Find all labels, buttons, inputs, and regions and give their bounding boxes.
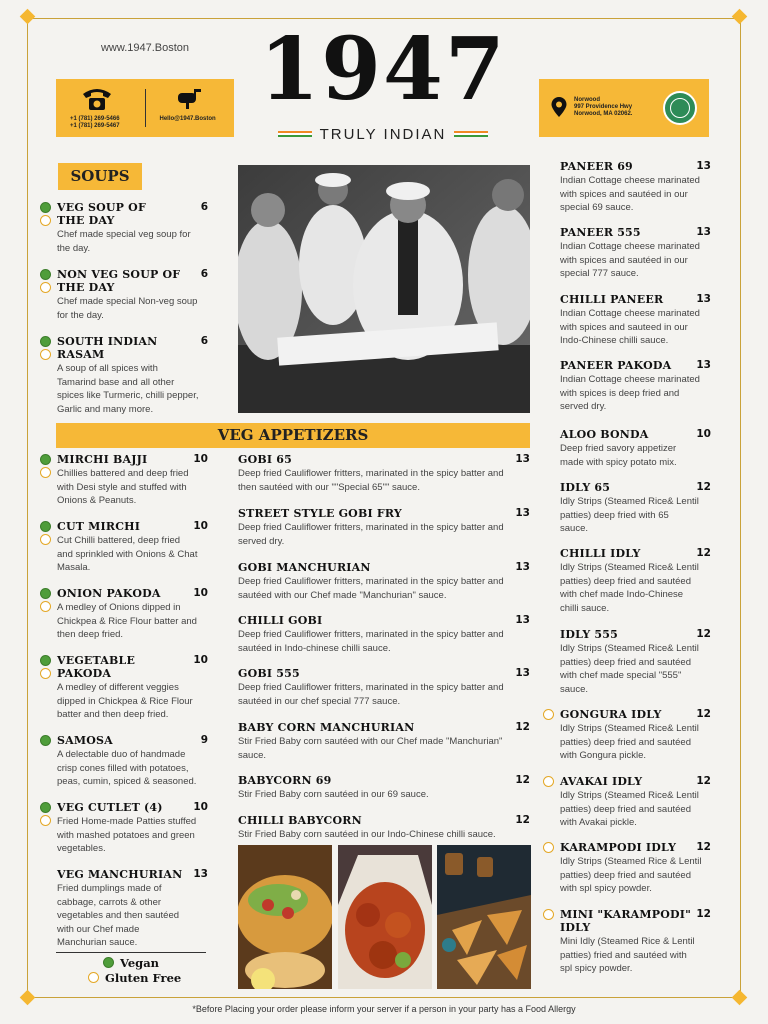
menu-item	[238, 507, 530, 548]
description-line: then sautéed with our ""Special 65"" sauce.	[238, 481, 420, 493]
menu-item	[57, 520, 208, 575]
description-line: special 777 sauce.	[560, 268, 639, 279]
gluten-free-icon	[40, 282, 51, 293]
item-price: 12	[696, 841, 711, 853]
item-description	[57, 748, 208, 789]
menu-item	[560, 708, 711, 763]
item-name: IDLY 65	[560, 481, 611, 494]
gluten-free-icon	[40, 534, 51, 545]
item-price: 12	[696, 708, 711, 720]
description-line: sautéed in our chef special 777 sauce.	[238, 695, 401, 707]
menu-item	[57, 268, 208, 322]
item-name: VEG MANCHURIAN	[57, 868, 183, 881]
description-line: with spices and sautéed in our	[560, 188, 688, 200]
item-price: 13	[696, 359, 711, 371]
address-line-2: Norwood, MA 02062.	[574, 111, 633, 117]
item-name: AVAKAI IDLY	[560, 775, 643, 788]
item-name: STREET STYLE GOBI FRY	[238, 507, 402, 520]
item-name: ONION PAKODA	[57, 587, 161, 600]
menu-item	[238, 721, 530, 762]
description-line: with spices is deep fried and	[560, 387, 680, 399]
mailbox-icon	[176, 87, 202, 109]
tagline	[270, 124, 496, 144]
tricolor-left-icon	[278, 131, 312, 137]
item-price: 13	[515, 453, 530, 465]
item-description	[238, 467, 530, 494]
menu-item	[57, 801, 208, 856]
item-description	[560, 855, 711, 896]
description-line: with chef made Indo-Chinese	[560, 589, 684, 600]
legend-divider	[56, 952, 206, 953]
gluten-free-icon	[40, 601, 51, 612]
menu-item	[560, 359, 711, 414]
menu-item	[57, 201, 208, 255]
description-line: Stir Fried Baby corn sautéed in our 69 sauce.	[238, 789, 429, 800]
dietary-tags	[40, 454, 54, 480]
item-price: 12	[696, 908, 711, 920]
description-line: served dry.	[238, 535, 285, 547]
item-price: 13	[515, 507, 530, 519]
gluten-free-icon	[40, 349, 51, 360]
gluten-free-icon	[40, 668, 51, 679]
dietary-tags	[40, 655, 54, 681]
menu-item	[560, 908, 711, 976]
dietary-tags	[543, 842, 557, 855]
dietary-tags	[40, 521, 54, 547]
food-photo-2	[338, 845, 432, 989]
description-line: patties) deep fried and sautéed	[560, 656, 691, 668]
item-description	[57, 295, 208, 322]
description-line: sauce.	[560, 683, 588, 695]
email-address[interactable]: Hello@1947.Boston	[159, 116, 216, 122]
item-description	[57, 467, 208, 508]
item-description	[57, 228, 208, 255]
tagline-text: TRULY INDIAN	[319, 125, 447, 143]
gluten-free-icon	[40, 815, 51, 826]
description-line: Manchurian sauce.	[57, 937, 138, 948]
gluten-free-icon	[543, 776, 554, 787]
description-line: Indo-Chinese chilli sauce.	[560, 335, 669, 346]
telephone-icon	[80, 85, 114, 111]
gluten-free-icon	[543, 709, 554, 720]
description-line: Deep fried Cauliflower fritters, marinated in the spicy batter and	[238, 468, 504, 479]
description-line: dipped in Chickpea & Rice Flour	[57, 695, 193, 707]
menu-item	[238, 814, 530, 842]
description-line: Fried dumplings made of	[57, 883, 162, 894]
item-name: CHILLI PANEER	[560, 293, 664, 306]
item-name: PANEER 69	[560, 160, 633, 173]
description-line: Indian Cottage cheese marinated	[560, 241, 700, 252]
item-name: IDLY 555	[560, 628, 618, 641]
address-line-1: 997 Providence Hwy	[574, 104, 633, 110]
item-name: BABYCORN 69	[238, 774, 332, 787]
vegan-leaf-icon	[40, 735, 51, 746]
location-name: Norwood	[574, 97, 600, 103]
phone-number-1[interactable]: +1 (781) 269-5466	[70, 116, 120, 122]
item-name: GOBI MANCHURIAN	[238, 561, 371, 574]
description-line: Idly Strips (Steamed Rice& Lentil	[560, 723, 699, 734]
menu-item	[560, 547, 711, 615]
item-description	[57, 362, 208, 416]
item-price: 6	[200, 201, 208, 213]
vegan-leaf-icon	[40, 521, 51, 532]
description-line: with chef made special "555"	[560, 670, 682, 681]
description-line: Mini Idly (Steamed Rice & Lentil	[560, 936, 695, 947]
item-name: SAMOSA	[57, 734, 113, 747]
item-price: 10	[193, 654, 208, 666]
description-line: special 69 sauce.	[560, 202, 634, 213]
description-line: sautéed with our Chef made "Manchurian" sauce.	[238, 589, 447, 601]
food-photo-1	[238, 845, 332, 989]
description-line: with Gongura pickle.	[560, 750, 647, 761]
gluten-free-icon	[88, 972, 99, 983]
menu-item	[57, 587, 208, 642]
menu-item	[560, 841, 711, 896]
dietary-tags	[40, 336, 54, 362]
description-line: peas, cumin, spiced & seasoned.	[57, 776, 197, 787]
description-line: with Avakai pickle.	[560, 817, 637, 828]
item-price: 12	[696, 547, 711, 559]
menu-item	[560, 428, 711, 469]
location-box	[539, 79, 709, 137]
description-line: Stir Fried Baby corn sautéed with our Chef made "Manchurian"	[238, 736, 503, 747]
item-name: CHILLI BABYCORN	[238, 814, 362, 827]
item-price: 13	[515, 614, 530, 626]
dietary-tags	[40, 269, 54, 295]
item-description	[560, 642, 711, 696]
item-description	[560, 174, 711, 215]
item-price: 12	[696, 628, 711, 640]
menu-item	[238, 614, 530, 655]
item-name: CHILLI GOBI	[238, 614, 323, 627]
veg-appetizers-heading: VEG APPETIZERS	[56, 423, 530, 448]
item-price: 12	[696, 481, 711, 493]
description-line: spl spicy powder.	[560, 963, 633, 974]
item-price: 13	[696, 293, 711, 305]
description-line: Idly Strips (Steamed Rice & Lentil	[560, 856, 702, 867]
item-price: 10	[193, 453, 208, 465]
vegan-leaf-icon	[40, 336, 51, 347]
description-line: and sprinkled with Onions & Chat	[57, 548, 198, 560]
item-description	[238, 681, 530, 708]
item-name: GOBI 65	[238, 453, 292, 466]
description-line: chilli sauce.	[560, 602, 610, 614]
restaurant-logo: 1947	[259, 19, 507, 120]
description-line: with our Chef made	[57, 923, 140, 935]
description-line: Deep fried Cauliflower fritters, marinated in the spicy batter and	[238, 629, 504, 640]
description-line: with mashed potatoes and green	[57, 829, 195, 841]
description-line: with spl spicy powder.	[560, 883, 652, 894]
item-description	[560, 307, 711, 348]
gluten-free-icon	[40, 467, 51, 478]
historical-photo	[238, 165, 530, 413]
item-name: GOBI 555	[238, 667, 300, 680]
description-line: crisp cones filled with potatoes,	[57, 762, 189, 774]
item-description	[238, 521, 530, 548]
description-line: patties) fried and sautéed with	[560, 949, 687, 961]
item-name: SOUTH INDIAN	[57, 335, 158, 348]
soups-heading: SOUPS	[58, 163, 142, 190]
description-line: A medley of different veggies	[57, 682, 179, 693]
item-price: 13	[515, 561, 530, 573]
description-line: Chef made special Non-veg soup	[57, 296, 198, 307]
item-description	[560, 722, 711, 763]
description-line: then deep fried.	[57, 629, 124, 640]
vegan-leaf-icon	[40, 588, 51, 599]
item-description	[560, 240, 711, 281]
vegan-leaf-icon	[40, 655, 51, 666]
menu-item	[560, 293, 711, 348]
description-line: Indian Cottage cheese marinated	[560, 374, 700, 385]
item-price: 10	[193, 801, 208, 813]
item-price: 10	[193, 520, 208, 532]
description-line: with spices and sautéed in our	[560, 254, 688, 266]
item-description	[57, 534, 208, 575]
item-price: 13	[696, 160, 711, 172]
menu-item	[57, 453, 208, 508]
item-name: KARAMPODI IDLY	[560, 841, 677, 854]
description-line: Stir Fried Baby corn sautéed in our Indo-Chinese chilli sauce.	[238, 829, 496, 840]
description-line: patties) deep fried with 65	[560, 509, 669, 521]
item-name: MINI "KARAMPODI"	[560, 908, 692, 921]
description-line: A soup of all spices with	[57, 363, 158, 374]
menu-item	[57, 654, 208, 722]
location-pin-icon	[551, 97, 567, 117]
website-link[interactable]: www.1947.Boston	[100, 42, 190, 54]
menu-item	[238, 561, 530, 602]
dietary-tags	[543, 709, 557, 722]
description-line: Deep fried savory appetizer	[560, 443, 677, 454]
item-price: 12	[515, 721, 530, 733]
item-description	[560, 935, 711, 976]
gluten-free-icon	[543, 909, 554, 920]
description-line: Idly Strips (Steamed Rice& Lentil	[560, 643, 699, 654]
description-line: Chickpea & Rice Flour batter and	[57, 615, 197, 627]
item-name: BABY CORN MANCHURIAN	[238, 721, 415, 734]
item-description	[238, 788, 530, 802]
item-description	[560, 373, 711, 414]
item-price: 13	[193, 868, 208, 880]
dietary-tags	[40, 588, 54, 614]
legend-gluten-free-label: Gluten Free	[105, 971, 182, 985]
gluten-free-icon	[40, 215, 51, 226]
tricolor-right-icon	[454, 131, 488, 137]
description-line: made with spicy potato mix.	[560, 456, 677, 468]
description-line: Indian Cottage cheese marinated	[560, 308, 700, 319]
description-line: with spices and sauteed in our	[560, 321, 688, 333]
legend-gluten-free	[88, 971, 181, 985]
description-line: Cut Chilli battered, deep fried	[57, 535, 181, 546]
item-price: 12	[696, 775, 711, 787]
vegan-leaf-icon	[40, 202, 51, 213]
item-name: CHILLI IDLY	[560, 547, 641, 560]
item-description	[57, 815, 208, 856]
allergy-notice: *Before Placing your order please inform your server if a person in your party has a Food Allergy	[192, 1004, 576, 1014]
description-line: for the day.	[57, 309, 104, 321]
item-name: ALOO BONDA	[560, 428, 649, 441]
item-name: RASAM	[57, 348, 105, 361]
vegan-leaf-icon	[40, 269, 51, 280]
description-line: Tamarind base and all other	[57, 376, 175, 388]
item-description	[560, 789, 711, 830]
item-name: PANEER PAKODA	[560, 359, 672, 372]
item-price: 12	[515, 774, 530, 786]
menu-item	[238, 453, 530, 494]
dietary-tags	[40, 735, 54, 748]
dietary-tags	[543, 909, 557, 922]
description-line: Chef made special veg soup for	[57, 229, 191, 240]
description-line: Indian Cottage cheese marinated	[560, 175, 700, 186]
description-line: Deep fried Cauliflower fritters, marinated in the spicy batter and	[238, 682, 504, 693]
description-line: Deep fried Cauliflower fritters, marinated in the spicy batter and	[238, 576, 504, 587]
item-price: 10	[696, 428, 711, 440]
description-line: Chillies battered and deep fried	[57, 468, 189, 479]
description-line: Garlic and many more.	[57, 403, 154, 415]
description-line: patties) deep fried and sautéed	[560, 736, 691, 748]
dietary-tags	[40, 202, 54, 228]
item-description	[57, 601, 208, 642]
description-line: Fried Home-made Patties stuffed	[57, 816, 197, 827]
description-line: Deep fried Cauliflower fritters, marinated in the spicy batter and	[238, 522, 504, 533]
description-line: Masala.	[57, 562, 91, 573]
item-name: VEGETABLE	[57, 654, 136, 667]
contact-box	[56, 79, 234, 137]
item-description	[238, 575, 530, 602]
description-line: the day.	[57, 242, 91, 254]
description-line: A medley of Onions dipped in	[57, 602, 181, 613]
phone-block	[56, 79, 145, 137]
description-line: spices like Turmeric, chilli pepper,	[57, 390, 199, 401]
item-name: THE DAY	[57, 281, 115, 294]
description-line: sauce.	[560, 523, 588, 534]
description-line: patties) deep fried and sautéed	[560, 869, 691, 881]
food-photo-3	[437, 845, 531, 989]
menu-item	[238, 667, 530, 708]
item-name: VEG SOUP OF	[57, 201, 146, 214]
menu-item	[238, 774, 530, 802]
item-price: 10	[193, 587, 208, 599]
menu-item	[560, 775, 711, 830]
vegan-leaf-icon	[40, 454, 51, 465]
menu-item	[57, 734, 208, 789]
vegan-leaf-icon	[103, 957, 114, 968]
item-price: 12	[515, 814, 530, 826]
description-line: Onions & Peanuts.	[57, 495, 137, 506]
menu-item	[57, 868, 208, 950]
description-line: vegetables.	[57, 843, 106, 854]
item-description	[57, 681, 208, 722]
email-block	[146, 79, 235, 137]
item-name: THE DAY	[57, 214, 115, 227]
description-line: vegetables and then sautéed	[57, 910, 180, 921]
item-name: CUT MIRCHI	[57, 520, 141, 533]
description-line: sauce.	[238, 749, 266, 761]
halal-seal-icon	[663, 91, 697, 125]
description-line: A delectable duo of handmade	[57, 749, 186, 760]
item-description	[238, 628, 530, 655]
description-line: sautéed in Indo-chinese chilli sauce.	[238, 642, 391, 654]
description-line: patties) deep fried and sautéed	[560, 575, 691, 587]
item-name: PANEER 555	[560, 226, 641, 239]
phone-number-2[interactable]: +1 (781) 269-5467	[70, 123, 120, 129]
menu-item	[560, 160, 711, 215]
menu-item	[560, 226, 711, 281]
description-line: Idly Strips (Steamed Rice& Lentil	[560, 562, 699, 573]
item-description	[560, 561, 711, 615]
item-price: 6	[200, 335, 208, 347]
gluten-free-icon	[543, 842, 554, 853]
item-price: 6	[200, 268, 208, 280]
legend-vegan-label: Vegan	[120, 956, 160, 970]
menu-item	[560, 481, 711, 536]
item-name: NON VEG SOUP OF	[57, 268, 181, 281]
description-line: cabbage, carrots & other	[57, 896, 162, 908]
item-price: 13	[515, 667, 530, 679]
description-line: served dry.	[560, 401, 607, 412]
item-name: VEG CUTLET (4)	[57, 801, 163, 814]
description-line: Idly Strips (Steamed Rice& Lentil	[560, 496, 699, 507]
item-description	[560, 442, 711, 469]
description-line: Idly Strips (Steamed Rice& Lentil	[560, 790, 699, 801]
item-description	[238, 735, 530, 762]
dietary-tags	[543, 776, 557, 789]
item-name: MIRCHI BAJJI	[57, 453, 148, 466]
description-line: patties) deep fried and sautéed	[560, 803, 691, 815]
item-price: 13	[696, 226, 711, 238]
menu-item	[57, 335, 208, 416]
item-name: IDLY	[560, 921, 591, 934]
vegan-leaf-icon	[40, 802, 51, 813]
dietary-tags	[40, 802, 54, 828]
item-description	[560, 495, 711, 536]
description-line: with Desi style and stuffed with	[57, 481, 187, 493]
item-description	[238, 828, 530, 842]
item-name: PAKODA	[57, 667, 112, 680]
item-description	[57, 882, 208, 950]
item-name: GONGURA IDLY	[560, 708, 662, 721]
item-price: 9	[200, 734, 208, 746]
menu-item	[560, 628, 711, 696]
legend-vegan	[103, 956, 159, 970]
description-line: batter and then deep fried.	[57, 709, 169, 720]
